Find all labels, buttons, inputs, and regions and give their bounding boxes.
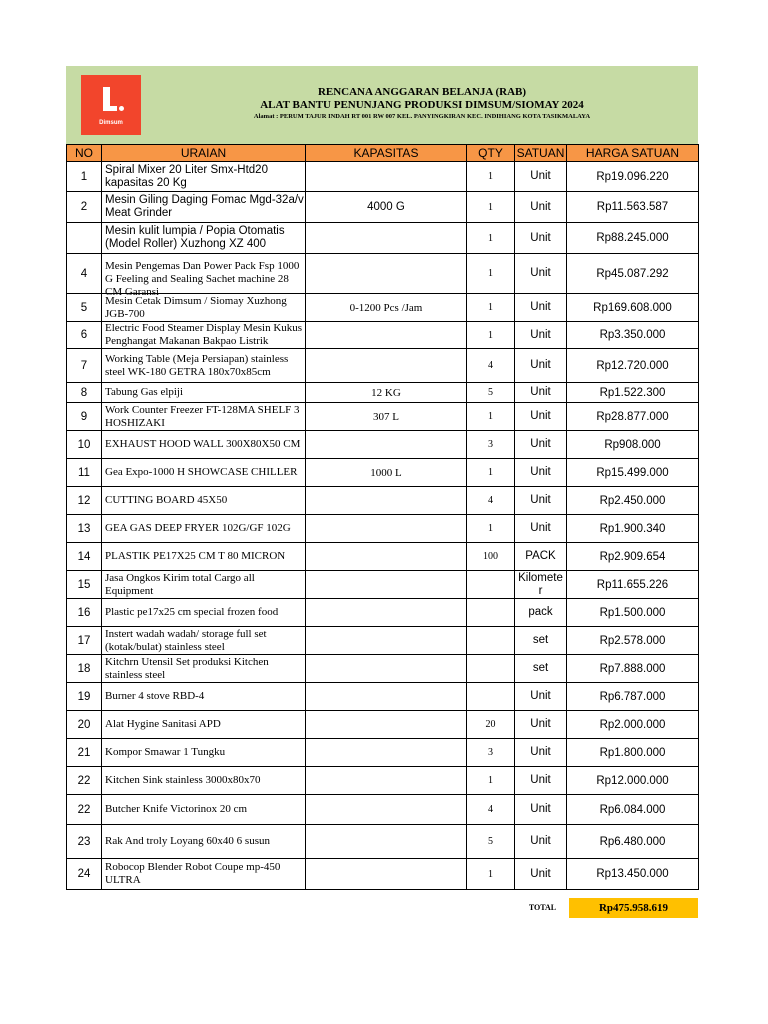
item-capacity (306, 431, 467, 459)
item-capacity (306, 254, 467, 294)
item-capacity (306, 859, 467, 890)
item-description-text: Jasa Ongkos Kirim total Cargo all Equipment (105, 571, 255, 597)
item-description-text: Kompor Smawar 1 Tungku (105, 746, 226, 758)
item-description-text: Kitchrn Utensil Set produksi Kitchen stainless steel (105, 655, 269, 681)
item-description-text: CUTTING BOARD 45X50 (105, 494, 228, 506)
item-quantity: 1 (467, 859, 515, 890)
item-unit-price: Rp1.800.000 (567, 739, 699, 767)
item-number: 8 (67, 383, 102, 403)
column-header-no: NO (67, 145, 102, 162)
table-row (67, 162, 699, 192)
total-value: Rp475.958.619 (569, 898, 698, 918)
item-number: 2 (67, 192, 102, 223)
item-capacity (306, 487, 467, 515)
table-row (67, 254, 699, 294)
item-description (102, 223, 306, 254)
item-capacity (306, 795, 467, 825)
table-row (67, 459, 699, 487)
item-description (102, 459, 306, 487)
item-description-text: Rak And troly Loyang 60x40 6 susun (105, 835, 270, 847)
item-description (102, 655, 306, 683)
item-description (102, 431, 306, 459)
document-title: RENCANA ANGGARAN BELANJA (RAB) (317, 86, 527, 98)
budget-table (66, 144, 699, 890)
item-description-text: Instert wadah wadah/ storage full set (kotak/bulat) stainless steel (105, 627, 267, 653)
item-unit-price: Rp6.480.000 (567, 825, 699, 859)
item-unit-price: Rp169.608.000 (567, 294, 699, 322)
item-quantity: 1 (467, 223, 515, 254)
item-unit: Unit (515, 711, 567, 739)
item-number: 17 (67, 627, 102, 655)
item-description (102, 383, 306, 403)
table-row (67, 487, 699, 515)
item-unit: Unit (515, 403, 567, 431)
item-capacity: 12 KG (306, 383, 467, 403)
item-description (102, 192, 306, 223)
item-description (102, 162, 306, 192)
item-description-text: Spiral Mixer 20 Liter Smx-Htd20 kapasitas 20 Kg (105, 163, 268, 189)
item-unit-price: Rp1.900.340 (567, 515, 699, 543)
item-description-text: Alat Hygine Sanitasi APD (105, 718, 221, 730)
item-quantity: 1 (467, 767, 515, 795)
item-capacity: 0-1200 Pcs /Jam (306, 294, 467, 322)
item-number: 15 (67, 571, 102, 599)
item-quantity: 1 (467, 192, 515, 223)
item-unit-price: Rp3.350.000 (567, 322, 699, 349)
item-capacity: 1000 L (306, 459, 467, 487)
item-number: 19 (67, 683, 102, 711)
item-description (102, 795, 306, 825)
item-unit: Unit (515, 322, 567, 349)
item-number: 22 (67, 767, 102, 795)
item-capacity (306, 739, 467, 767)
item-number: 22 (67, 795, 102, 825)
table-row (67, 825, 699, 859)
table-row (67, 599, 699, 627)
item-unit-price: Rp88.245.000 (567, 223, 699, 254)
item-description (102, 599, 306, 627)
item-description-text: Mesin Pengemas Dan Power Pack Fsp 1000 G Feeling and Sealing Sachet machine 28 CM Garansi (105, 259, 300, 298)
item-capacity (306, 599, 467, 627)
item-quantity: 5 (467, 825, 515, 859)
item-capacity: 4000 G (306, 192, 467, 223)
item-quantity: 1 (467, 294, 515, 322)
item-quantity: 1 (467, 459, 515, 487)
item-capacity (306, 767, 467, 795)
item-capacity (306, 683, 467, 711)
item-description (102, 254, 306, 298)
item-description-text: EXHAUST HOOD WALL 300X80X50 CM (105, 438, 301, 450)
item-description-text: Robocop Blender Robot Coupe mp-450 ULTRA (105, 861, 281, 886)
item-description-text: Mesin kulit lumpia / Popia Otomatis (Model Roller) Xuzhong XZ 400 (105, 225, 285, 250)
item-description-text: GEA GAS DEEP FRYER 102G/GF 102G (105, 522, 291, 534)
item-number: 13 (67, 515, 102, 543)
item-description (102, 739, 306, 767)
item-unit: Unit (515, 294, 567, 322)
item-description (102, 294, 306, 322)
item-unit: Unit (515, 383, 567, 403)
item-unit-price: Rp11.563.587 (567, 192, 699, 223)
table-row (67, 571, 699, 599)
column-header-satuan: SATUAN (515, 145, 567, 162)
item-description (102, 322, 306, 349)
item-quantity: 20 (467, 711, 515, 739)
item-unit: Unit (515, 859, 567, 890)
item-unit-price: Rp6.787.000 (567, 683, 699, 711)
item-unit: Unit (515, 825, 567, 859)
column-header-qty: QTY (467, 145, 515, 162)
item-description-text: Work Counter Freezer FT-128MA SHELF 3 HOSHIZAKI (105, 403, 300, 429)
item-capacity: 307 L (306, 403, 467, 431)
item-quantity (467, 599, 515, 627)
item-description-text: Butcher Knife Victorinox 20 cm (105, 803, 248, 815)
item-capacity (306, 322, 467, 349)
item-unit: Unit (515, 431, 567, 459)
table-row (67, 431, 699, 459)
item-unit: set (515, 627, 567, 655)
item-unit: Unit (515, 487, 567, 515)
item-quantity: 4 (467, 795, 515, 825)
item-unit: set (515, 655, 567, 683)
table-row (67, 767, 699, 795)
item-capacity (306, 655, 467, 683)
table-row (67, 739, 699, 767)
item-description (102, 683, 306, 711)
item-unit: Unit (515, 459, 567, 487)
table-row (67, 223, 699, 254)
item-description (102, 825, 306, 859)
item-description-text: PLASTIK PE17X25 CM T 80 MICRON (105, 550, 286, 562)
item-number: 9 (67, 403, 102, 431)
item-description (102, 859, 306, 890)
item-number: 24 (67, 859, 102, 890)
column-header-kapasitas: KAPASITAS (306, 145, 467, 162)
item-quantity: 1 (467, 403, 515, 431)
item-number: 16 (67, 599, 102, 627)
item-quantity: 3 (467, 739, 515, 767)
table-row (67, 711, 699, 739)
document-subtitle: ALAT BANTU PENUNJANG PRODUKSI DIMSUM/SIOMAY 2024 (260, 99, 584, 111)
item-quantity (467, 571, 515, 599)
item-number: 7 (67, 349, 102, 383)
item-description-text: Burner 4 stove RBD-4 (105, 690, 205, 702)
item-number: 6 (67, 322, 102, 349)
item-description (102, 403, 306, 431)
item-number: 1 (67, 162, 102, 192)
item-number (67, 223, 102, 254)
item-description (102, 349, 306, 383)
table-row (67, 192, 699, 223)
item-unit: pack (515, 599, 567, 627)
item-quantity: 4 (467, 349, 515, 383)
item-unit-price: Rp45.087.292 (567, 254, 699, 294)
table-row (67, 349, 699, 383)
item-number: 4 (67, 254, 102, 294)
item-unit: PACK (515, 543, 567, 571)
item-unit-price: Rp2.578.000 (567, 627, 699, 655)
item-number: 12 (67, 487, 102, 515)
dimsum-logo (81, 75, 141, 135)
item-quantity (467, 655, 515, 683)
item-number: 14 (67, 543, 102, 571)
item-unit: Unit (515, 162, 567, 192)
item-description-text: Mesin Giling Daging Fomac Mgd-32a/v Meat Grinder (105, 194, 304, 219)
item-unit-price: Rp11.655.226 (567, 571, 699, 599)
column-header-uraian: URAIAN (102, 145, 306, 162)
table-row (67, 294, 699, 322)
item-unit: Unit (515, 739, 567, 767)
table-row (67, 795, 699, 825)
table-row (67, 403, 699, 431)
item-quantity: 5 (467, 383, 515, 403)
item-number: 18 (67, 655, 102, 683)
table-row (67, 683, 699, 711)
address-line: Alamat : PERUM TAJUR INDAH RT 001 RW 007 KEL. PANYINGKIRAN KEC. INDIHIANG KOTA TASIKMALAYA (253, 113, 591, 120)
item-quantity: 100 (467, 543, 515, 571)
item-unit: Unit (515, 683, 567, 711)
total-label: TOTAL (528, 903, 557, 912)
table-row (67, 627, 699, 655)
column-header-harga-satuan: HARGA SATUAN (567, 145, 699, 162)
table-row (67, 383, 699, 403)
item-unit-price: Rp19.096.220 (567, 162, 699, 192)
item-unit: Unit (515, 223, 567, 254)
item-number: 5 (67, 294, 102, 322)
item-unit-price: Rp2.450.000 (567, 487, 699, 515)
item-capacity (306, 825, 467, 859)
item-quantity: 1 (467, 162, 515, 192)
item-description (102, 571, 306, 599)
logo-text: Dimsum (99, 120, 123, 126)
item-number: 23 (67, 825, 102, 859)
item-description-text: Mesin Cetak Dimsum / Siomay Xuzhong JGB-700 (105, 294, 287, 320)
item-unit: Kilomete r (515, 571, 567, 599)
item-capacity (306, 162, 467, 192)
item-description-text: Gea Expo-1000 H SHOWCASE CHILLER (105, 466, 298, 478)
item-capacity (306, 223, 467, 254)
item-unit: Unit (515, 515, 567, 543)
table-row (67, 322, 699, 349)
item-unit-price: Rp7.888.000 (567, 655, 699, 683)
item-unit-price: Rp2.000.000 (567, 711, 699, 739)
item-unit-price: Rp13.450.000 (567, 859, 699, 890)
item-description (102, 487, 306, 515)
item-number: 20 (67, 711, 102, 739)
item-description (102, 515, 306, 543)
item-description (102, 543, 306, 571)
item-quantity (467, 627, 515, 655)
item-description (102, 711, 306, 739)
item-quantity: 3 (467, 431, 515, 459)
item-description-text: Working Table (Meja Persiapan) stainless steel WK-180 GETRA 180x70x85cm (105, 352, 289, 378)
item-description-text: Kitchen Sink stainless 3000x80x70 (105, 774, 261, 786)
item-capacity (306, 515, 467, 543)
item-unit: Unit (515, 795, 567, 825)
item-unit: Unit (515, 192, 567, 223)
item-description-text: Tabung Gas elpiji (105, 386, 184, 398)
item-unit-price: Rp6.084.000 (567, 795, 699, 825)
item-quantity: 1 (467, 515, 515, 543)
table-row (67, 515, 699, 543)
item-capacity (306, 571, 467, 599)
table-body (67, 162, 699, 890)
item-description (102, 767, 306, 795)
item-number: 11 (67, 459, 102, 487)
item-unit: Unit (515, 767, 567, 795)
table-row (67, 655, 699, 683)
table-row (67, 543, 699, 571)
item-unit-price: Rp28.877.000 (567, 403, 699, 431)
table-header-row (67, 145, 699, 162)
table-row (67, 859, 699, 890)
item-quantity: 1 (467, 254, 515, 294)
item-number: 10 (67, 431, 102, 459)
item-unit-price: Rp2.909.654 (567, 543, 699, 571)
item-capacity (306, 543, 467, 571)
item-unit: Unit (515, 254, 567, 294)
document-header (66, 66, 698, 144)
item-unit-price: Rp15.499.000 (567, 459, 699, 487)
item-number: 21 (67, 739, 102, 767)
item-description-text: Plastic pe17x25 cm special frozen food (105, 606, 279, 618)
item-unit-price: Rp908.000 (567, 431, 699, 459)
item-capacity (306, 349, 467, 383)
item-unit-price: Rp12.720.000 (567, 349, 699, 383)
item-quantity: 1 (467, 322, 515, 349)
item-description (102, 627, 306, 655)
item-unit-price: Rp12.000.000 (567, 767, 699, 795)
item-description-text: Electric Food Steamer Display Mesin Kukus Penghangat Makanan Bakpao Listrik (105, 322, 303, 347)
item-quantity: 4 (467, 487, 515, 515)
item-unit-price: Rp1.522.300 (567, 383, 699, 403)
item-quantity (467, 683, 515, 711)
item-unit: Unit (515, 349, 567, 383)
item-capacity (306, 627, 467, 655)
item-capacity (306, 711, 467, 739)
item-unit-price: Rp1.500.000 (567, 599, 699, 627)
